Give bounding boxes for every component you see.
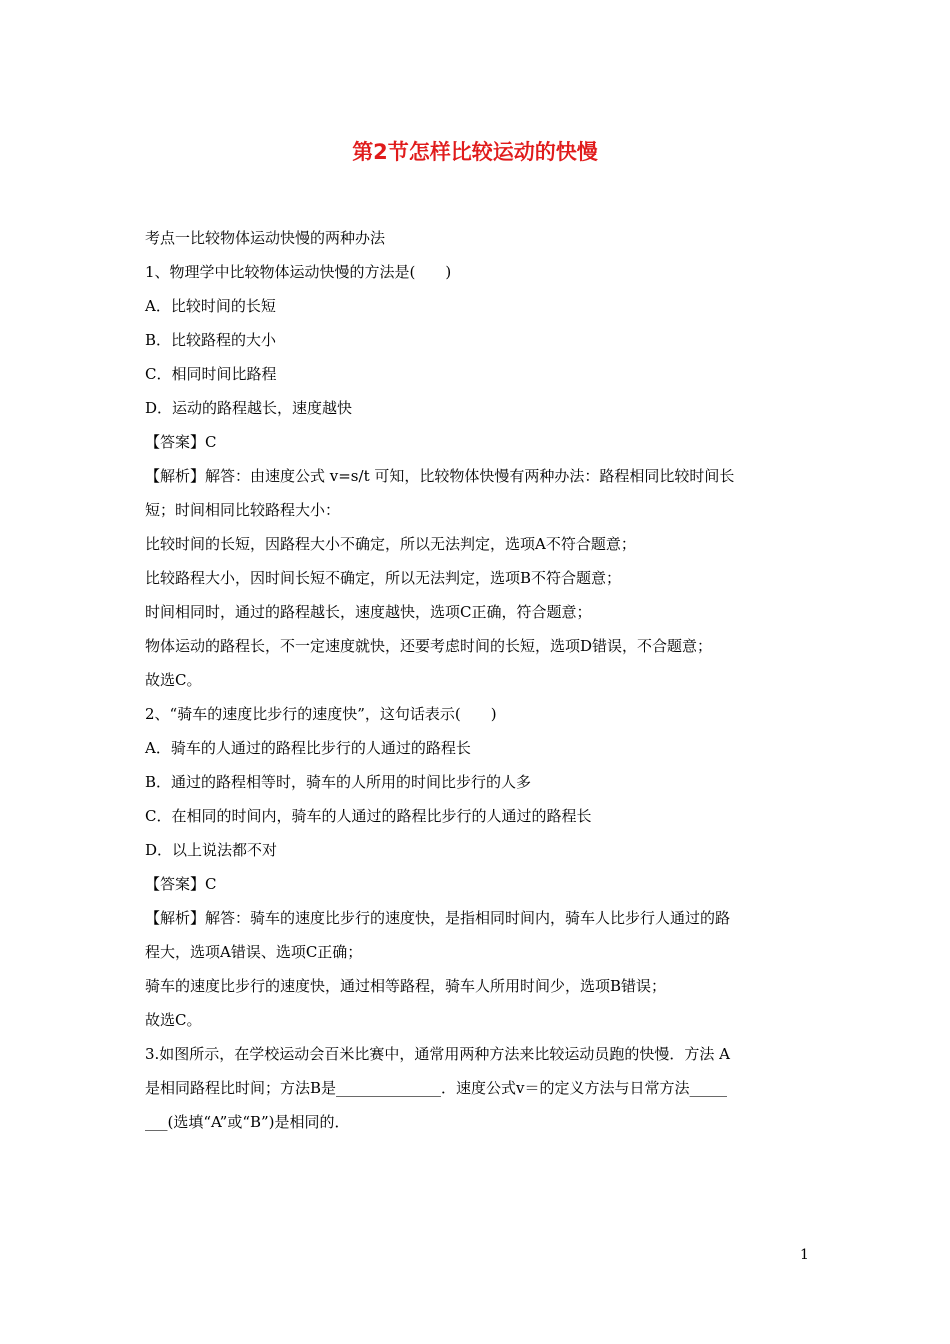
- page-number: 1: [800, 1247, 809, 1263]
- q2-analysis: 骑车的速度比步行的速度快，通过相等路程，骑车人所用时间少，选项B错误；: [145, 977, 667, 995]
- q1-option-a: A．比较时间的长短: [145, 297, 276, 315]
- q3-text: 是相同路程比时间；方法B是______________．速度公式v＝的定义方法与日常方法_____: [145, 1079, 728, 1097]
- q2-analysis: 【解析】解答：骑车的速度比步行的速度快，是指相同时间内，骑车人比步行人通过的路: [145, 909, 731, 927]
- q1-analysis: 时间相同时，通过的路程越长，速度越快，选项C正确，符合题意；: [145, 603, 592, 621]
- q1-option-b: B．比较路程的大小: [145, 331, 277, 349]
- q1-conclusion: 故选C。: [145, 671, 202, 689]
- q2-option-d: D．以上说法都不对: [145, 841, 278, 859]
- q1-stem: 1、物理学中比较物体运动快慢的方法是( ): [145, 263, 452, 281]
- q1-analysis: 物体运动的路程长，不一定速度就快，还要考虑时间的长短，选项D错误，不合题意；: [145, 637, 713, 655]
- q3-text: ___(选填“A”或“B”)是相同的．: [145, 1113, 350, 1131]
- q2-answer: 【答案】C: [145, 875, 217, 893]
- page-title: 第2节怎样比较运动的快慢: [352, 140, 598, 164]
- q1-option-c: C．相同时间比路程: [145, 365, 277, 383]
- q1-analysis: 比较路程大小，因时间长短不确定，所以无法判定，选项B不符合题意；: [145, 569, 622, 587]
- q2-conclusion: 故选C。: [145, 1011, 202, 1029]
- q1-option-d: D．运动的路程越长，速度越快: [145, 399, 353, 417]
- q1-analysis: 短；时间相同比较路程大小：: [145, 501, 341, 519]
- q2-option-b: B．通过的路程相等时，骑车的人所用的时间比步行的人多: [145, 773, 532, 791]
- q1-analysis: 【解析】解答：由速度公式 v=s/t 可知，比较物体快慢有两种办法：路程相同比较时间长: [145, 467, 735, 485]
- q1-answer: 【答案】C: [145, 433, 217, 451]
- q1-analysis: 比较时间的长短，因路程大小不确定，所以无法判定，选项A不符合题意；: [145, 535, 636, 553]
- q2-option-a: A．骑车的人通过的路程比步行的人通过的路程长: [145, 739, 471, 757]
- q2-analysis: 程大，选项A错误、选项C正确；: [145, 943, 363, 961]
- document-body: [145, 221, 810, 1139]
- section-heading: 考点一比较物体运动快慢的两种办法: [145, 229, 386, 247]
- q3-text: 3.如图所示，在学校运动会百米比赛中，通常用两种方法来比较运动员跑的快慢．方法 A: [145, 1045, 730, 1063]
- q2-stem: 2、“骑车的速度比步行的速度快”，这句话表示( ): [145, 705, 497, 723]
- q2-option-c: C．在相同的时间内，骑车的人通过的路程比步行的人通过的路程长: [145, 807, 592, 825]
